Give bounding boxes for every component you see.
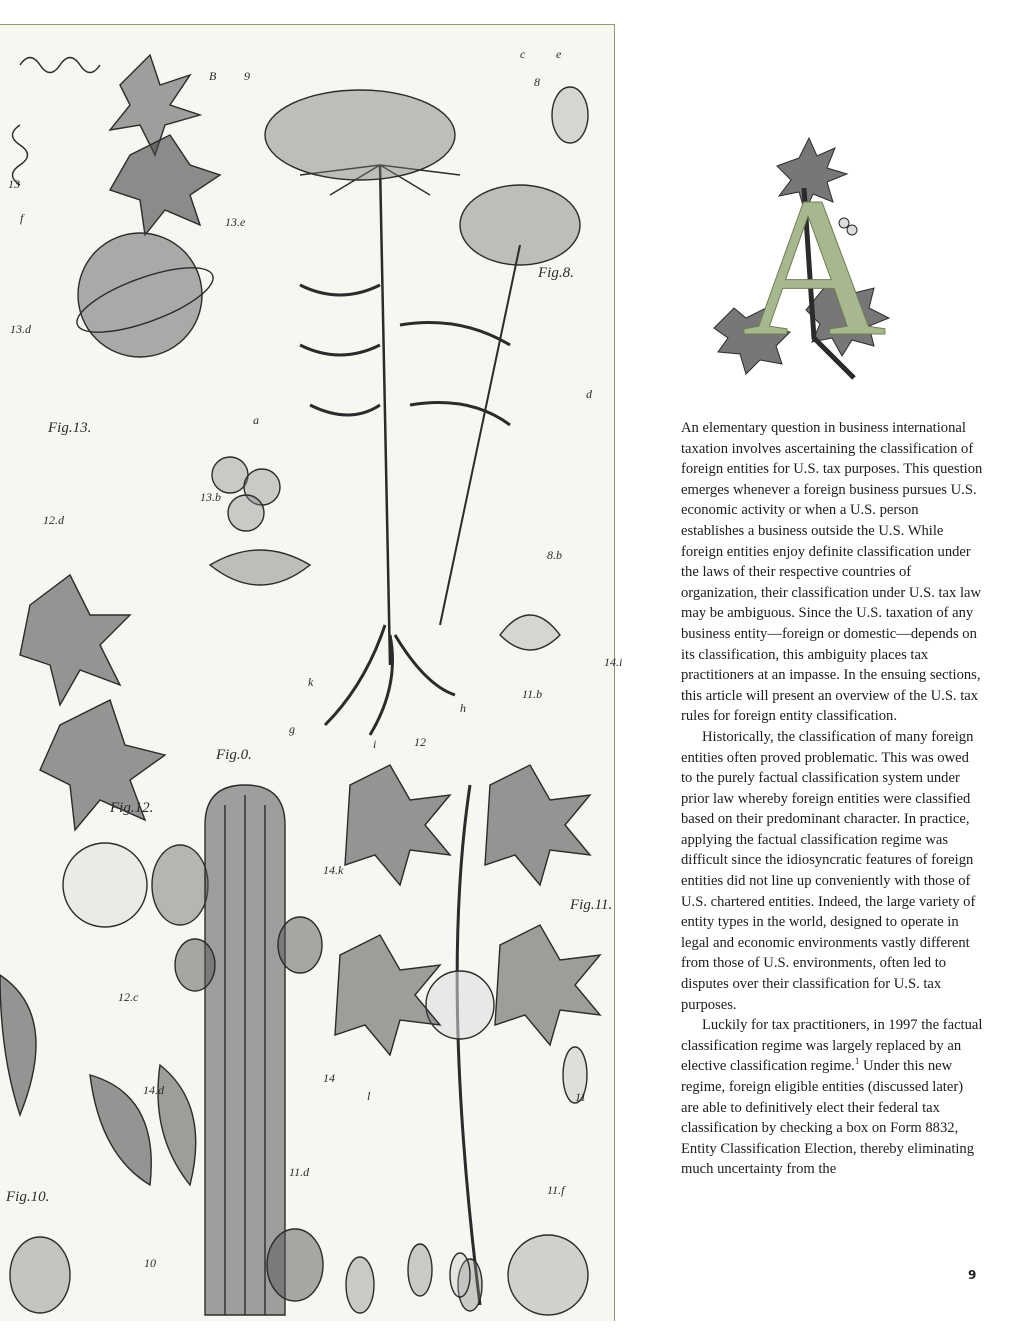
fig-label: l (367, 1089, 371, 1103)
fig-label: Fig.12. (110, 800, 154, 816)
tendril-left (13, 125, 28, 185)
fig-label: 14.d (143, 1083, 164, 1097)
botanical-plate-illustration (0, 24, 623, 1321)
fig-label: B (209, 69, 217, 83)
fig-label: 12.d (43, 513, 64, 527)
open-flower (210, 550, 310, 585)
passion-fruit-half (508, 1235, 588, 1315)
paragraph: An elementary question in business international taxation involves ascertaining the classification of foreign entities for U.S. tax purposes. This question emerges whenever a foreign business pursues U.S. economic activity or when a U.S. person establishes a business outside the U.S. While foreign entities enjoy definite classification under the laws of their respective countries of organization, their classification under U.S. tax law may be ambiguous. Since the U.S. taxation of any business entity—foreign or domestic—depends on its classification, this ambiguity places tax practitioners at an impasse. In the ensuing sections, this article will present an overview of the U.S. tax rules for foreign entity classification. (681, 420, 983, 725)
footnote-marker[interactable]: 1 (854, 1056, 860, 1067)
fig-label: 13.b (200, 490, 221, 504)
umbel-stem (380, 165, 390, 665)
paragraph: Historically, the classification of many foreign entities often proved problematic. This was owed to the purely factual classification system under prior law whereby foreign entities were classified based on their predominant character. In practice, applying the factual classification regime was difficult since the idiosyncratic features of foreign entities did not line up conveniently with those of U.S. chartered entities. Indeed, the large variety of entity types in the world, designed to operate in legal and economic environments vastly different from those of U.S. environments, often led to disputes over their classification for U.S. tax purposes. (681, 728, 976, 1013)
sphere-fruit-left (63, 843, 147, 927)
fig-label: f (20, 211, 24, 225)
fig-label: Fig.11. (570, 897, 613, 913)
fig-label: 8 (534, 75, 540, 89)
fig-label: 11.f (547, 1183, 565, 1197)
fig-label: a (253, 413, 259, 427)
fig-label: 11.b (522, 687, 543, 701)
fig-label: 9 (244, 69, 250, 83)
paragraph (681, 1015, 983, 1180)
vine-leaf-mid (110, 135, 220, 235)
globe-fruit (78, 233, 202, 357)
fig-label: Fig.10. (6, 1189, 50, 1205)
fig-label: 13.e (225, 215, 246, 229)
vine-leaf-top (110, 55, 200, 155)
fig-label: 12.c (118, 990, 139, 1004)
fig-label: 8.b (547, 548, 562, 562)
umbel-head (265, 90, 455, 180)
paragraph-text: Under this new regime, foreign eligible entities (discussed later) are able to definitively elect their federal tax classification by checking a box on Form 8832, Entity Classification Election, thereby eliminating much uncertainty from the (681, 1058, 975, 1178)
fig-label: Fig.8. (538, 265, 574, 281)
page-number: 9 (968, 1268, 977, 1282)
article-body (681, 418, 983, 1180)
fig-label: h (460, 701, 466, 715)
fig-label: 12 (414, 735, 426, 749)
tendril-top (20, 58, 100, 73)
fig-label: g (289, 722, 295, 736)
fig-label: 11.d (289, 1165, 310, 1179)
fig-label: i (373, 737, 377, 751)
paragraph-text: Luckily for tax practitioners, in 1997 the factual classification regime was largely replaced by an elective classification regime. (681, 1017, 983, 1075)
fig-label: 10 (144, 1256, 156, 1270)
fig-label: c (520, 47, 526, 61)
striped-fruit (10, 1237, 70, 1313)
fig-label: 11 (575, 1090, 587, 1104)
fig-label: 14.k (323, 863, 344, 877)
fig-label: e (556, 47, 562, 61)
fig-label: 14.i (604, 655, 623, 669)
fig-label: 14 (323, 1071, 335, 1085)
drop-cap-letter: A (742, 157, 887, 378)
right-stem (457, 785, 480, 1305)
fig-label: Fig.0. (216, 747, 252, 763)
umbel-head-right (460, 185, 580, 265)
seed-pod (552, 87, 588, 143)
sphere-fruit-right (426, 971, 494, 1039)
botanical-engraving (0, 25, 614, 1321)
fig-label: Fig.13. (48, 420, 92, 436)
fig-label: 13.d (10, 322, 31, 336)
fig-label: d (586, 387, 592, 401)
fig-label: k (308, 675, 314, 689)
fig-label: 13 (8, 177, 20, 191)
roots (325, 625, 455, 735)
